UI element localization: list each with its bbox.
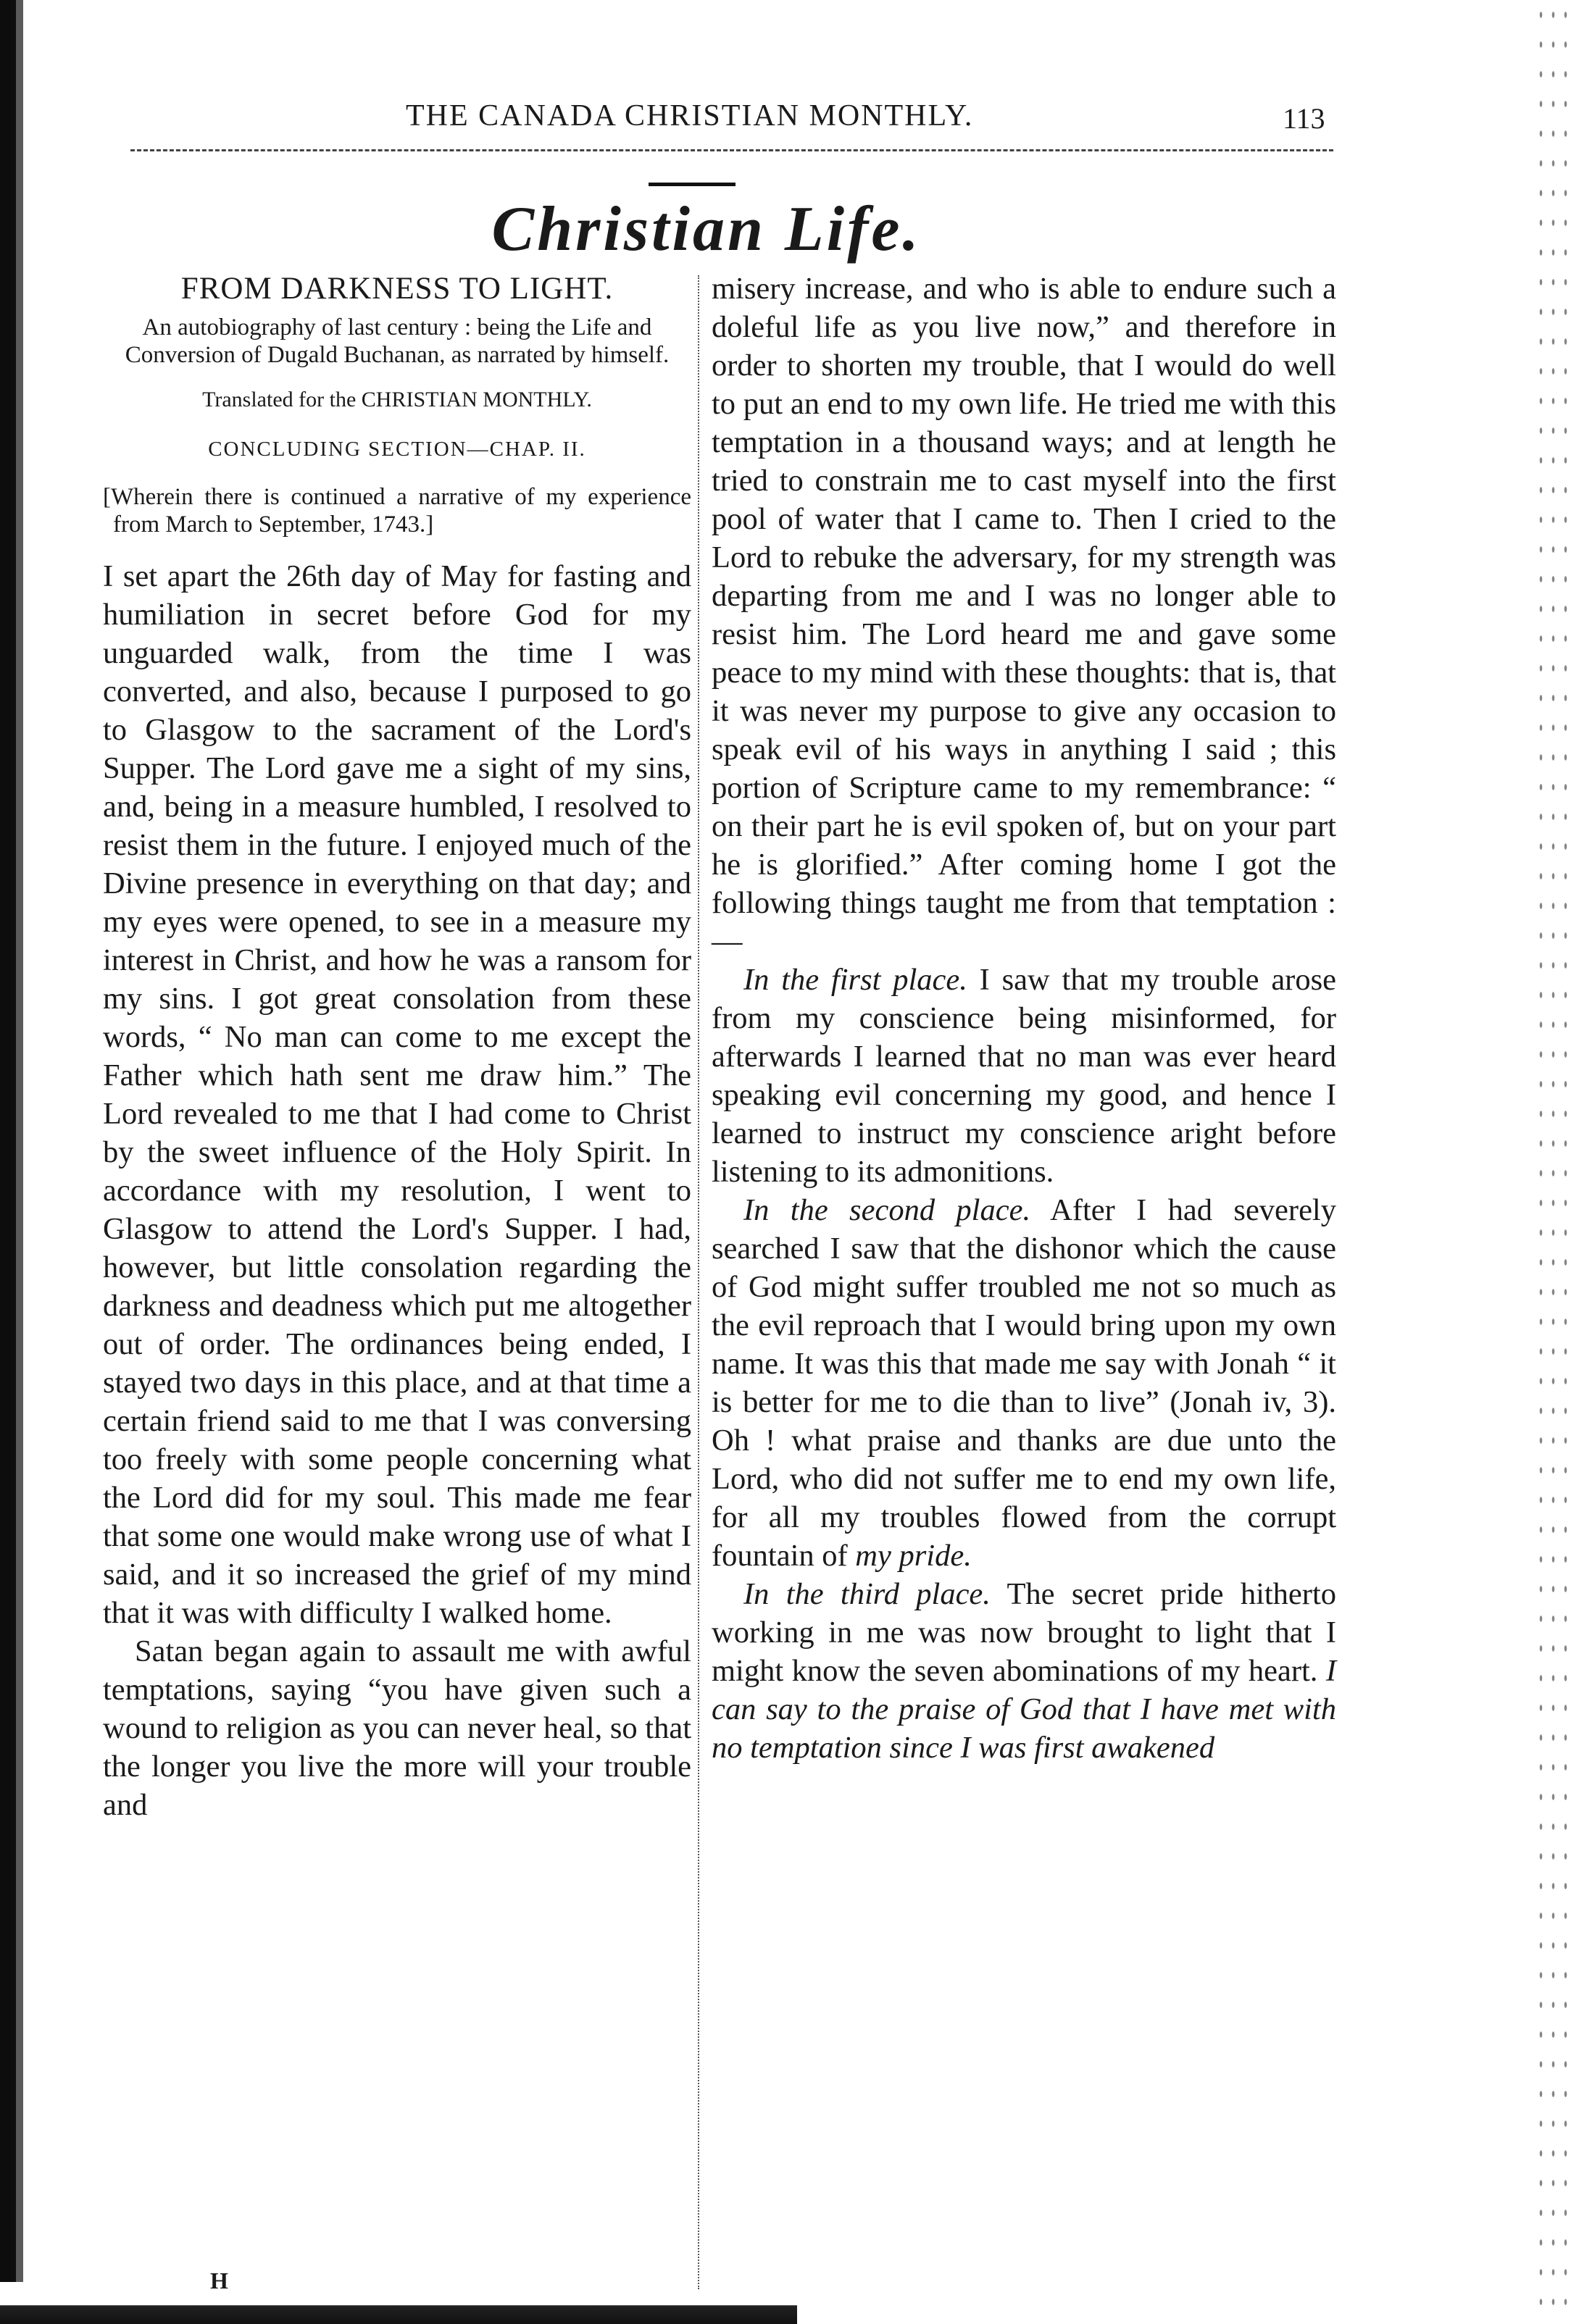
- left-column: [103, 269, 691, 1824]
- right-column: [712, 269, 1336, 1767]
- paragraph-5-lead: In the third place.: [743, 1577, 991, 1611]
- translation-credit: Translated for the CHRISTIAN MONTHLY.: [202, 388, 592, 411]
- running-title: THE CANADA CHRISTIAN MONTHLY.: [406, 99, 974, 133]
- paragraph-2-continued: misery increase, and who is able to endure such a doleful life as you live now,” and therefore in order to shorten my trouble, that I would do well to put an end to my own life. He tried me with this temptation in a thousand ways; and at length he tried to constrain me to cast myself into the first pool of water that I came to. Then I cried to the Lord to rebuke the adversary, for my strength was departing from me and I was no longer able to resist him. The Lord heard me and gave some peace to my mind with these thoughts: that is, that it was never my purpose to give any occasion to speak evil of his ways in anything I said ; this portion of Scripture came to my remembrance: “ on their part he is evil spoken of, but on your part he is glorified.” After coming home I got the following things taught me from that temptation :—: [712, 272, 1336, 958]
- article-title: FROM DARKNESS TO LIGHT.: [180, 272, 614, 306]
- book-spine-shadow: [0, 0, 16, 2324]
- chapter-note: [Wherein there is continued a narrative of my experience from March to September, 1743.]: [103, 484, 691, 538]
- paragraph-5-italic: I can say to the praise of God that I have met with no temptation since I was first awakened: [712, 1654, 1337, 1765]
- signature-mark: H: [210, 2267, 228, 2294]
- paragraph-4: [712, 1191, 1336, 1575]
- paragraph-4-italic: my pride.: [855, 1539, 972, 1573]
- paragraph-3-lead: In the first place.: [743, 963, 967, 997]
- paragraph-5-text: The secret pride hitherto working in me was now brought to light that I might know the seven abominations of my heart.: [712, 1577, 1337, 1688]
- paragraph-5: [712, 1575, 1336, 1767]
- section-rule: [649, 183, 736, 186]
- column-divider: [698, 275, 699, 2289]
- paragraph-1: I set apart the 26th day of May for fasting and humiliation in secret before God for my unguarded walk, from the time I was converted, and also, because I purposed to go to Glasgow to the sacrament of the Lord's Supper. The Lord gave me a sight of my sins, and, being in a measure humbled, I resolved to resist them in the future. I enjoyed much of the Divine presence in everything on that day; and my eyes were opened, to see in a measure my interest in Christ, and how he was a ransom for my sins. I got great consolation from these words, “ No man can come to me except the Father which hath sent me draw him.” The Lord revealed to me that I had come to Christ by the sweet influence of the Holy Spirit. In accordance with my resolution, I went to Glasgow to attend the Lord's Supper. I had, however, but little consolation regarding the darkness and deadness which put me altogether out of order. The ordinances being ended, I stayed two days in this place, and at that time a certain friend said to me that I was conversing too freely with some people concerning what the Lord did for my soul. This made me fear that some one would make wrong use of what I said, and it so increased the grief of my mind that it was with difficulty I walked home.: [103, 559, 691, 1630]
- paragraph-2: Satan began again to assault me with awful temptations, saying “you have given such a wound to religion as you can never heal, so that the longer you live the more will your trouble and: [103, 1634, 692, 1822]
- article-subtitle: An autobiography of last century : being the Life and Conversion of Dugald Buchanan, as narrated by himself.: [125, 314, 670, 368]
- paragraph-4-text: After I had severely searched I saw that the dishonor which the cause of God might suffer troubled me not so much as the evil reproach that I would bring upon my own name. It was this that made me say with Jonah “ it is better for me to die than to live” (Jonah iv, 3). Oh ! what praise and thanks are due unto the Lord, who did not suffer me to end my own life, for all my troubles flowed from the corrupt fountain of: [712, 1193, 1336, 1573]
- page-number: 113: [1283, 102, 1325, 135]
- section-title: Christian Life.: [491, 194, 922, 264]
- page-edge-speckle: [1535, 0, 1571, 2324]
- header-rule: [130, 149, 1333, 151]
- book-spine-gutter: [16, 0, 23, 2324]
- section-label: CONCLUDING SECTION—CHAP. II.: [208, 438, 586, 461]
- page-bottom-curl: [0, 2282, 797, 2324]
- paragraph-3: [712, 961, 1336, 1191]
- paragraph-3-text: I saw that my trouble arose from my conscience being misinformed, for afterwards I learned that no man was ever heard speaking evil concerning my good, and hence I learned to instruct my conscience aright before listening to its admonitions.: [712, 963, 1336, 1189]
- paragraph-4-lead: In the second place.: [743, 1193, 1031, 1227]
